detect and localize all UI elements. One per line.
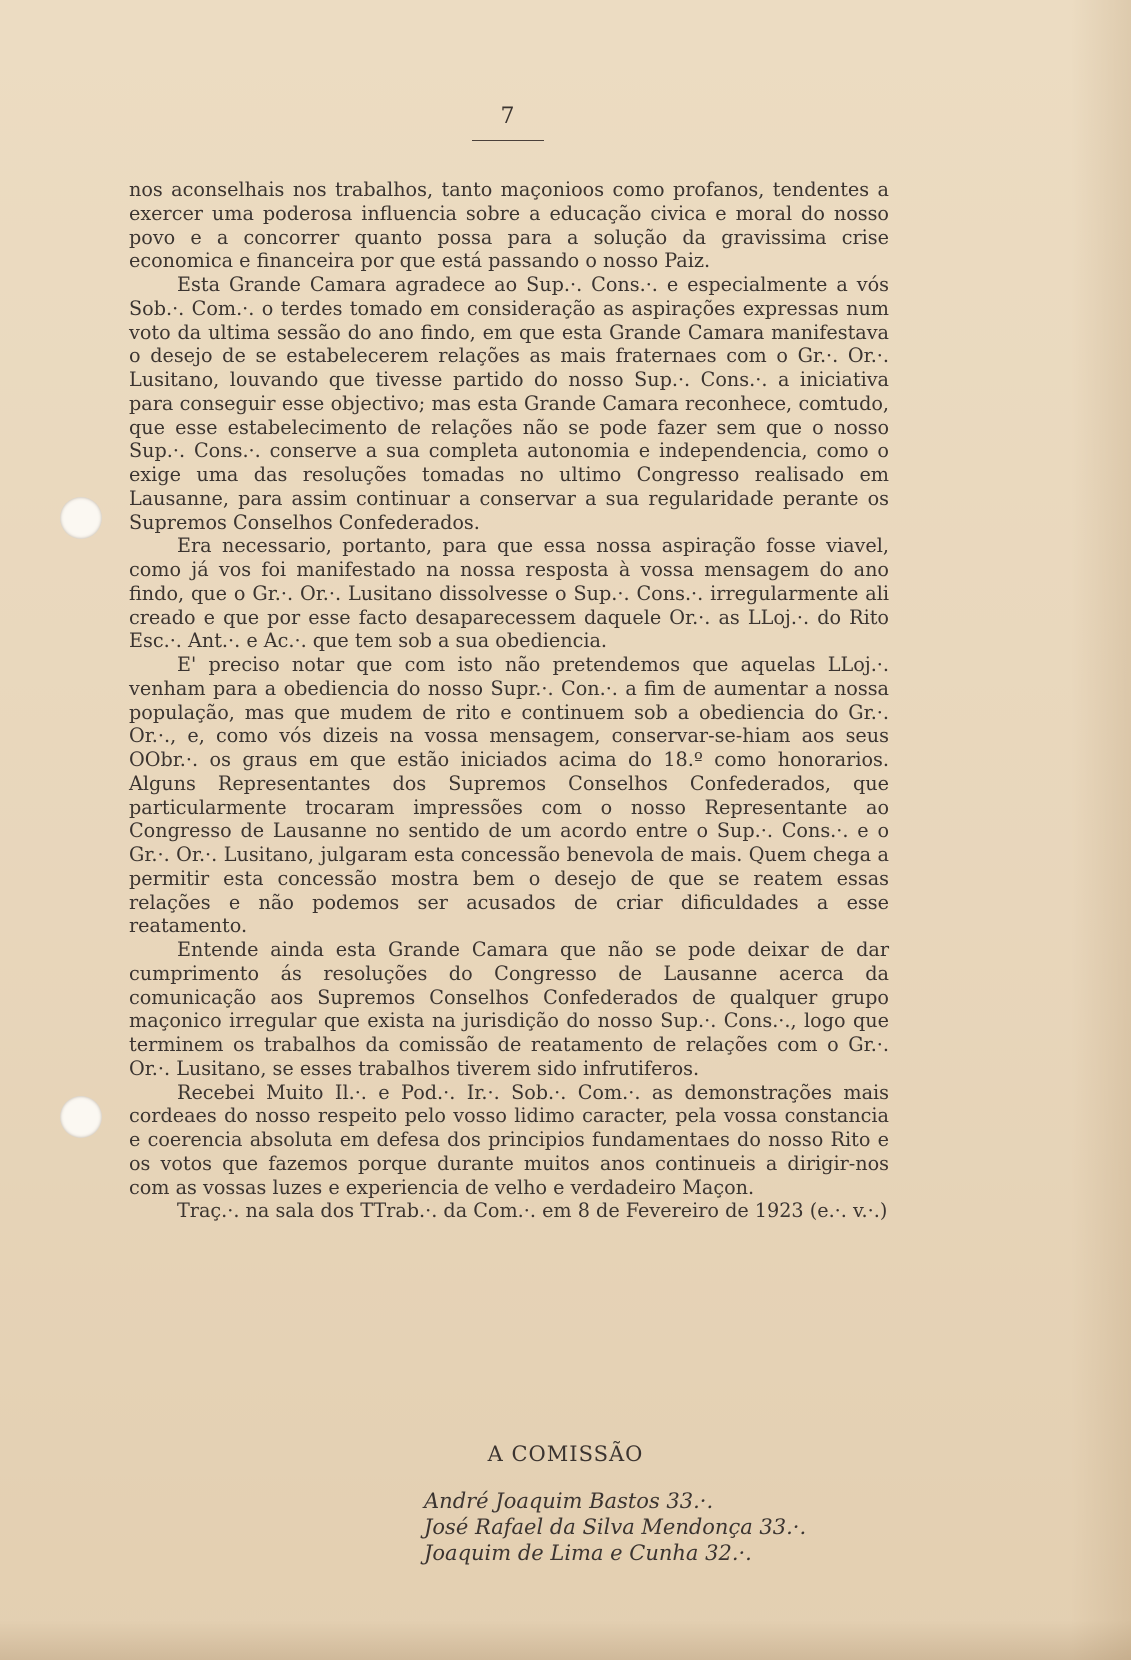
letter-body <box>129 178 889 1223</box>
paper-shadow-bottom <box>0 1620 1131 1660</box>
paragraph: Esta Grande Camara agradece ao Sup.·. Cons.·. e especialmente a vós Sob.·. Com.·. o terdes tomado em consideração as aspirações expressas num voto da ultima sessão do ano findo, em que esta Grande Camara manifestava o desejo de se estabelecerem relações as mais fraternaes com o Gr.·. Or.·. Lusitano, louvando que tivesse partido do nosso Sup.·. Cons.·. a iniciativa para conseguir esse objectivo; mas esta Grande Camara reconhece, comtudo, que esse estabelecimento de relações não se pode fazer sem que o nosso Sup.·. Cons.·. conserve a sua completa autonomia e independencia, como o exige uma das resoluções tomadas no ultimo Congresso realisado em Lausanne, para assim continuar a conservar a sua regularidade perante os Supremos Conselhos Confederados. <box>129 273 889 534</box>
paper-shadow-right <box>1071 0 1131 1660</box>
commission-title: A COMISSÃO <box>487 1442 644 1466</box>
page-number: 7 <box>500 104 515 129</box>
paragraph: nos aconselhais nos trabalhos, tanto maçonioos como profanos, tendentes a exercer uma poderosa influencia sobre a educação civica e moral do nosso povo e a concorrer quanto possa para a solução da gravissima crise economica e financeira por que está passando o nosso Paiz. <box>129 178 889 273</box>
punch-hole-icon <box>60 1096 102 1138</box>
signature-line: José Rafael da Silva Mendonça 33.·. <box>424 1515 807 1539</box>
signature-line: Joaquim de Lima e Cunha 32.·. <box>424 1541 752 1565</box>
paragraph: Entende ainda esta Grande Camara que não se pode deixar de dar cumprimento ás resoluções do Congresso de Lausanne acerca da comunicação aos Supremos Conselhos Confederados de qualquer grupo maçonico irregular que exista na jurisdição do nosso Sup.·. Cons.·., logo que terminem os trabalhos da comissão de reatamento de relações com o Gr.·. Or.·. Lusitano, se esses trabalhos tiverem sido infrutiferos. <box>129 938 889 1080</box>
paragraph: Era necessario, portanto, para que essa nossa aspiração fosse viavel, como já vos foi manifestado na nossa resposta à vossa mensagem do ano findo, que o Gr.·. Or.·. Lusitano dissolvesse o Sup.·. Cons.·. irregularmente ali creado e que por esse facto desaparecessem daquele Or.·. as LLoj.·. do Rito Esc.·. Ant.·. e Ac.·. que tem sob a sua obediencia. <box>129 534 889 653</box>
page-number-rule <box>472 140 544 141</box>
signature-block <box>424 1488 924 1566</box>
punch-hole-icon <box>60 497 102 539</box>
paragraph: E' preciso notar que com isto não pretendemos que aquelas LLoj.·. venham para a obediencia do nosso Supr.·. Con.·. a fim de aumentar a nossa população, mas que mudem de rito e continuem sob a obediencia do Gr.·. Or.·., e, como vós dizeis na vossa mensagem, conservar-se-hiam aos seus OObr.·. os graus em que estão iniciados acima do 18.º como honorarios. Alguns Representantes dos Supremos Conselhos Confederados, que particularmente trocaram impressões com o nosso Representante ao Congresso de Lausanne no sentido de um acordo entre o Sup.·. Cons.·. e o Gr.·. Or.·. Lusitano, julgaram esta concessão benevola de mais. Quem chega a permitir esta concessão mostra bem o desejo de que se reatem essas relações e não podemos ser acusados de criar dificuldades a esse reatamento. <box>129 653 889 938</box>
paragraph: Recebei Muito Il.·. e Pod.·. Ir.·. Sob.·. Com.·. as demonstrações mais cordeaes do nosso respeito pelo vosso lidimo caracter, pela vossa constancia e coerencia absoluta em defesa dos principios fundamentaes do nosso Rito e os votos que fazemos porque durante muitos anos continueis a dirigir-nos com as vossas luzes e experiencia de velho e verdadeiro Maçon. <box>129 1080 889 1199</box>
signature-line: André Joaquim Bastos 33.·. <box>424 1489 714 1513</box>
paragraph: Traç.·. na sala dos TTrab.·. da Com.·. em 8 de Fevereiro de 1923 (e.·. v.·.) <box>177 1199 888 1223</box>
